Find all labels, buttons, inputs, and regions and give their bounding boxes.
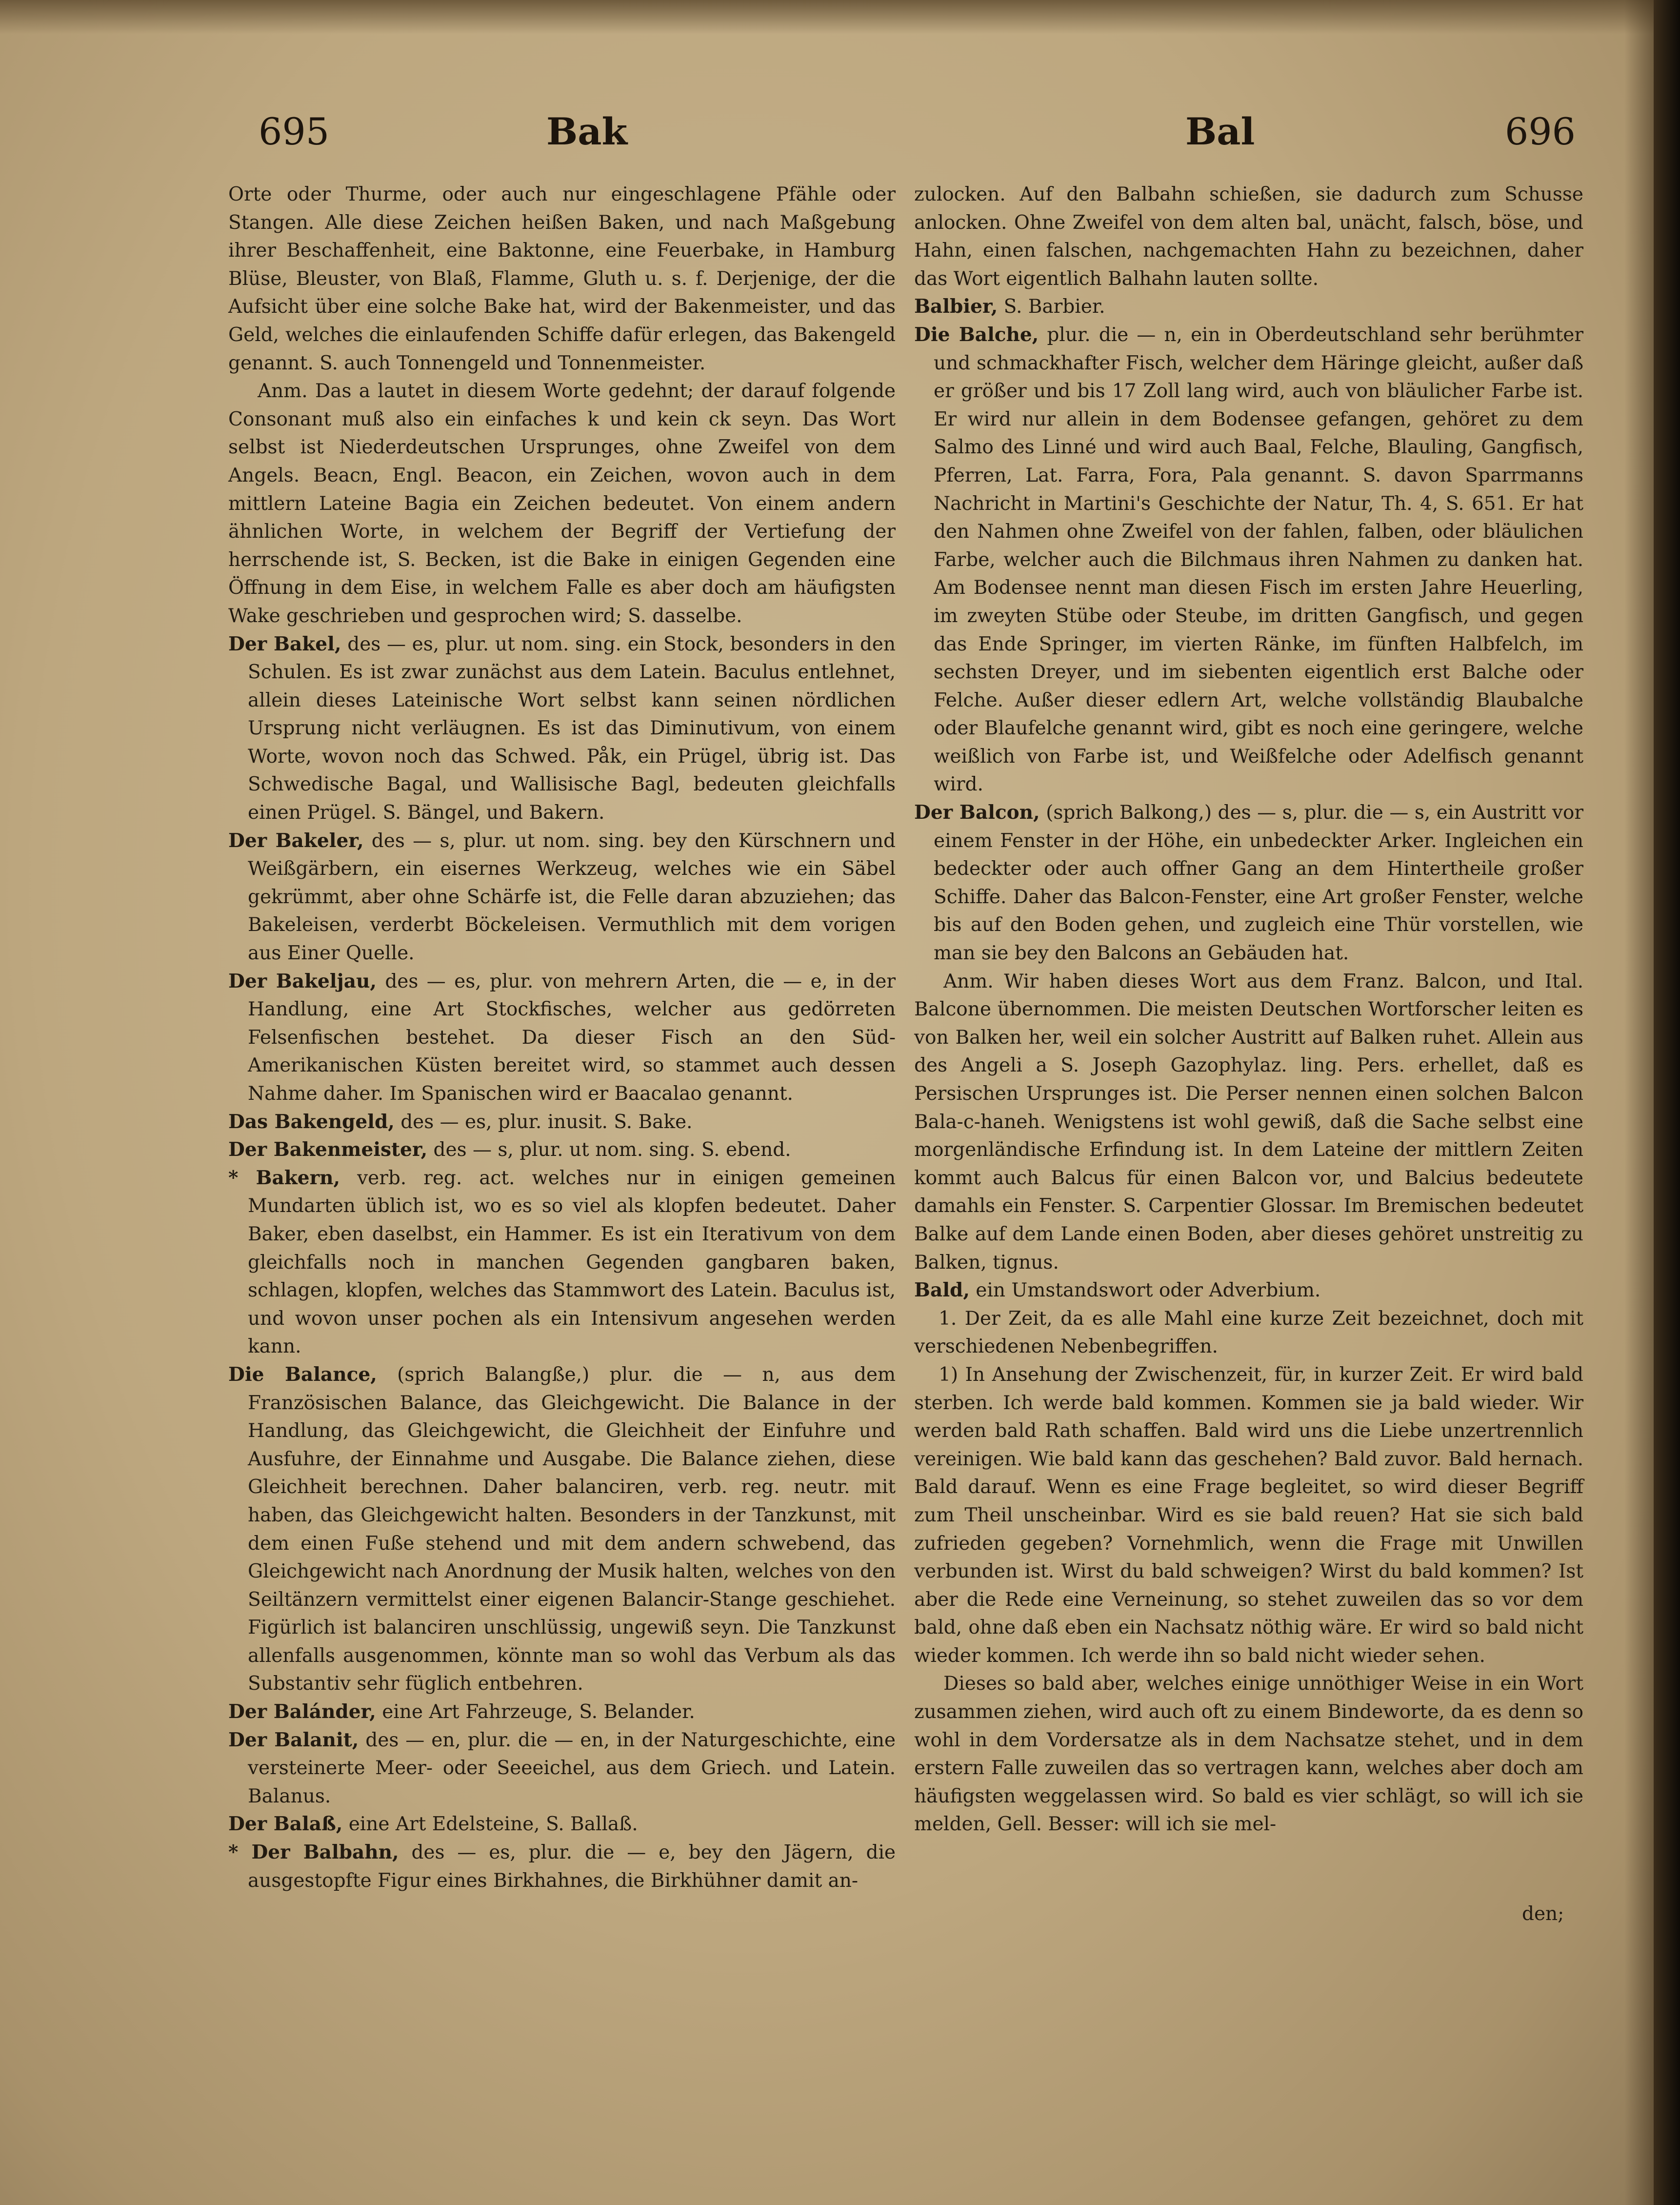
book-spine — [1654, 0, 1680, 2205]
entry-headword: Der Bakeljau, — [228, 970, 377, 992]
running-headword-left: Bak — [546, 110, 628, 153]
dictionary-entry — [228, 1810, 896, 1839]
right-column — [914, 181, 1583, 1839]
dictionary-entry — [914, 1276, 1583, 1305]
entry-body: eine Art Fahrzeuge, S. Belander. — [376, 1701, 695, 1723]
entry-headword: * Der Balbahn, — [228, 1841, 399, 1864]
entry-body: des — es, plur. von mehrern Arten, die — e, in der Handlung, eine Art Stockfisches, welcher aus gedörreten Felsenfischen bestehet. Da dieser Fisch an den Süd-Amerikanischen Küsten bereitet wird, so stammet auch dessen Nahme daher. Im Spanischen wird er Baacalao genannt. — [248, 970, 896, 1105]
left-column — [228, 181, 896, 1895]
entry-headword: Die Balance, — [228, 1363, 377, 1386]
numbered-sense: 1) In Ansehung der Zwischenzeit, für, in kurzer Zeit. Er wird bald sterben. Ich werde bald kommen. Kommen sie ja bald wieder. Wir werden bald Rath schaffen. Bald wird uns die Liebe unzertrennlich vereinigen. Wie bald kann das geschehen? Bald zuvor. Bald hernach. Bald darauf. Wenn es eine Frage begleitet, so wird dieser Begriff zum Theil unscheinbar. Wird es sie bald reuen? Hat sie sich bald zufrieden gegeben? Vornehmlich, wenn die Frage mit Unwillen verbunden ist. Wirst du bald schweigen? Wirst du bald kommen? Ist aber die Rede eine Verneinung, so stehet zuweilen das so vor dem bald, ohne daß eben ein Nachsatz nöthig wäre. Er wird so bald nicht wieder kommen. Ich werde ihn so bald nicht wieder sehen. — [914, 1363, 1583, 1667]
entry-body: (sprich Balangße,) plur. die — n, aus dem Französischen Balance, das Gleichgewicht. Die Balance in der Handlung, das Gleichgewicht, die Gleichheit der Einfuhre und Ausfuhre, der Einnahme und Ausgabe. Die Balance ziehen, diese Gleichheit berechnen. Daher balanciren, verb. reg. neutr. mit haben, das Gleichgewicht halten. Besonders in der Tanzkunst, mit dem einen Fuße stehend und mit dem andern schwebend, das Gleichgewicht nach Anordnung der Musik halten, welches von den Seiltänzern vermittelst einer eigenen Balancir-Stange geschiehet. Figürlich ist balanciren unschlüssig, ungewiß seyn. Die Tanzkunst allenfalls ausgenommen, könnte man so wohl das Verbum als das Substantiv sehr füglich entbehren. — [248, 1363, 896, 1695]
entry-headword: Der Bakenmeister, — [228, 1138, 428, 1161]
entry-headword: * Bakern, — [228, 1166, 340, 1189]
entry-headword: Der Balánder, — [228, 1700, 376, 1723]
entry-body: des — en, plur. die — en, in der Naturgeschichte, eine versteinerte Meer- oder Seeeichel, aus dem Griech. und Latein. Balanus. — [248, 1729, 896, 1807]
running-headword-right: Bal — [1185, 110, 1255, 153]
dictionary-entry — [228, 1164, 896, 1361]
entry-body: des — s, plur. ut nom. sing. S. ebend. — [427, 1139, 791, 1161]
catchword: den; — [1522, 1903, 1564, 1925]
entry-body: des — s, plur. ut nom. sing. bey den Kürschnern und Weißgärbern, ein eisernes Werkzeug, welches wie ein Säbel gekrümmt, aber ohne Schärfe ist, die Felle daran abzuziehen; das Bakeleisen, verderbt Böckeleisen. Vermuthlich mit dem vorigen aus Einer Quelle. — [248, 829, 896, 965]
dictionary-entry — [228, 1136, 896, 1164]
annotation-paragraph: Dieses so bald aber, welches einige unnöthiger Weise in ein Wort zusammen ziehen, wird auch oft zu einem Bindeworte, da es denn so wohl in dem Vordersatze als in dem Nachsatze stehet, und in dem erstern Falle zuweilen das so vertragen kann, welches aber doch am häufigsten weggelassen wird. So bald es vier schlägt, so will ich sie melden, Gell. Besser: will ich sie mel- — [914, 1673, 1583, 1836]
entry-headword: Der Balcon, — [914, 801, 1040, 824]
page-number-right: 696 — [1504, 110, 1576, 153]
continued-text: zulocken. Auf den Balbahn schießen, sie dadurch zum Schusse anlocken. Ohne Zweifel von dem alten bal, unächt, falsch, böse, und Hahn, einen falschen, nachgemachten Hahn zu bezeichnen, daher das Wort eigentlich Balhahn lauten sollte. — [914, 183, 1583, 290]
dictionary-entry — [228, 1698, 896, 1726]
dictionary-entry — [228, 630, 896, 827]
entry-body: S. Barbier. — [998, 296, 1105, 318]
continued-text: Orte oder Thurme, oder auch nur eingeschlagene Pfähle oder Stangen. Alle diese Zeichen heißen Baken, und nach Maßgebung ihrer Beschaffenheit, eine Baktonne, eine Feuerbake, in Hamburg Blüse, Bleuster, von Blaß, Flamme, Gluth u. s. f. Derjenige, der die Aufsicht über eine solche Bake hat, wird der Bakenmeister, und das Geld, welches die einlaufenden Schiffe dafür erlegen, das Bakengeld genannt. S. auch Tonnengeld und Tonnenmeister. — [228, 183, 896, 374]
dictionary-entry — [228, 1361, 896, 1698]
entry-body: eine Art Edelsteine, S. Ballaß. — [342, 1813, 638, 1836]
entry-headword: Der Balanit, — [228, 1728, 359, 1751]
dictionary-entry — [228, 1108, 896, 1136]
entry-body: des — es, plur. inusit. S. Bake. — [394, 1111, 693, 1133]
dictionary-entry — [914, 293, 1583, 321]
dictionary-entry — [228, 1726, 896, 1811]
annotation-paragraph: Anm. Das a lautet in diesem Worte gedehnt; der darauf folgende Consonant muß also ein einfaches k und kein ck seyn. Das Wort selbst ist Niederdeutschen Ursprunges, ohne Zweifel von dem Angels. Beacn, Engl. Beacon, ein Zeichen, wovon auch in dem mittlern Lateine Bagia ein Zeichen bedeutet. Von einem andern ähnlichen Worte, in welchem der Begriff der Vertiefung der herrschende ist, S. Becken, ist die Bake in einigen Gegenden eine Öffnung in dem Eise, in welchem Falle es aber doch am häufigsten Wake geschrieben und gesprochen wird; S. dasselbe. — [228, 380, 896, 627]
numbered-sense: 1. Der Zeit, da es alle Mahl eine kurze Zeit bezeichnet, doch mit verschiedenen Nebenbegriffen. — [914, 1307, 1583, 1358]
running-header — [259, 110, 1576, 163]
entry-headword: Der Balaß, — [228, 1813, 343, 1836]
entry-headword: Bald, — [914, 1279, 970, 1302]
dictionary-entry — [914, 321, 1583, 799]
dictionary-entry — [228, 968, 896, 1108]
entry-headword: Das Bakengeld, — [228, 1110, 395, 1133]
annotation-paragraph: Anm. Wir haben dieses Wort aus dem Franz. Balcon, und Ital. Balcone übernommen. Die meisten Deutschen Wortforscher leiten es von Balken her, weil ein solcher Austritt auf Balken ruhet. Allein aus des Angeli a S. Joseph Gazophylaz. ling. Pers. erhellet, daß es Persischen Ursprunges ist. Die Perser nennen einen solchen Balcon Bala-c-haneh. Wenigstens ist wohl gewiß, daß die Sache selbst eine morgenländische Erfindung ist. In dem Lateine der mittlern Zeiten kommt auch Balcus für einen Balcon vor, und Balcius bedeutete damahls ein Fenster. S. Carpentier Glossar. Im Bremischen bedeutet Balke auf dem Lande einen Boden, aber dieses gehöret unstreitig zu Balken, tignus. — [914, 970, 1583, 1274]
entry-headword: Der Bakel, — [228, 632, 341, 655]
entry-body: ein Umstandswort oder Adverbium. — [969, 1279, 1321, 1302]
entry-headword: Die Balche, — [914, 323, 1039, 346]
dictionary-entry — [228, 1839, 896, 1895]
dictionary-entry — [914, 799, 1583, 968]
entry-body: des — es, plur. die — e, bey den Jägern, die ausgestopfte Figur eines Birkhahnes, die Birkhühner damit an- — [248, 1841, 896, 1892]
entry-body: verb. reg. act. welches nur in einigen gemeinen Mundarten üblich ist, wo es so viel als klopfen bedeutet. Daher Baker, eben daselbst, ein Hammer. Es ist ein Iterativum von dem gleichfalls noch in manchen Gegenden gangbaren baken, schlagen, klopfen, welches das Stammwort des Latein. Baculus ist, und wovon unser pochen als ein Intensivum angesehen werden kann. — [248, 1167, 896, 1358]
dictionary-entry — [228, 827, 896, 968]
entry-headword: Der Bakeler, — [228, 829, 364, 852]
entry-headword: Balbier, — [914, 295, 998, 318]
page-top-shadow — [0, 0, 1654, 34]
page-number-left: 695 — [259, 110, 330, 153]
entry-body: plur. die — n, ein in Oberdeutschland sehr berühmter und schmackhafter Fisch, welcher dem Häringe gleicht, außer daß er größer und bis 17 Zoll lang wird, auch von bläulicher Farbe ist. Er wird nur allein in dem Bodensee gefangen, gehöret zu dem Salmo des Linné und wird auch Baal, Felche, Blauling, Gangfisch, Pferren, Lat. Farra, Fora, Pala genannt. S. davon Sparrmanns Nachricht in Martini's Geschichte der Natur, Th. 4, S. 651. Er hat den Nahmen ohne Zweifel von der fahlen, falben, oder bläulichen Farbe, welcher auch die Bilchmaus ihren Nahmen zu danken hat. Am Bodensee nennt man diesen Fisch im ersten Jahre Heuerling, im zweyten Stübe oder Steube, im dritten Gangfisch, und gegen das Ende Springer, im vierten Ränke, im fünften Halbfelch, im sechsten Dreyer, und im siebenten eigentlich erst Balche oder Felche. Außer dieser edlern Art, welche vollständig Blaubalche oder Blaufelche genannt wird, gibt es noch eine geringere, welche weißlich von Farbe ist, und Weißfelche oder Adelfisch genannt wird. — [934, 324, 1583, 796]
entry-body: (sprich Balkong,) des — s, plur. die — s, ein Austritt vor einem Fenster in der Höhe, ein unbedeckter Arker. Ingleichen ein bedeckter oder auch offner Gang an dem Hintertheile großer Schiffe. Daher das Balcon-Fenster, eine Art großer Fenster, welche bis auf den Boden gehen, und zugleich eine Thür vorstellen, wie man sie bey den Balcons an Gebäuden hat. — [934, 802, 1584, 965]
entry-body: des — es, plur. ut nom. sing. ein Stock, besonders in den Schulen. Es ist zwar zunächst aus dem Latein. Baculus entlehnet, allein dieses Lateinische Wort selbst kann seinen nördlichen Ursprung nicht verläugnen. Es ist das Diminutivum, von einem Worte, wovon noch das Schwed. Påk, ein Prügel, übrig ist. Das Schwedische Bagal, und Wallisische Bagl, bedeuten gleichfalls einen Prügel. S. Bängel, und Bakern. — [248, 633, 896, 824]
